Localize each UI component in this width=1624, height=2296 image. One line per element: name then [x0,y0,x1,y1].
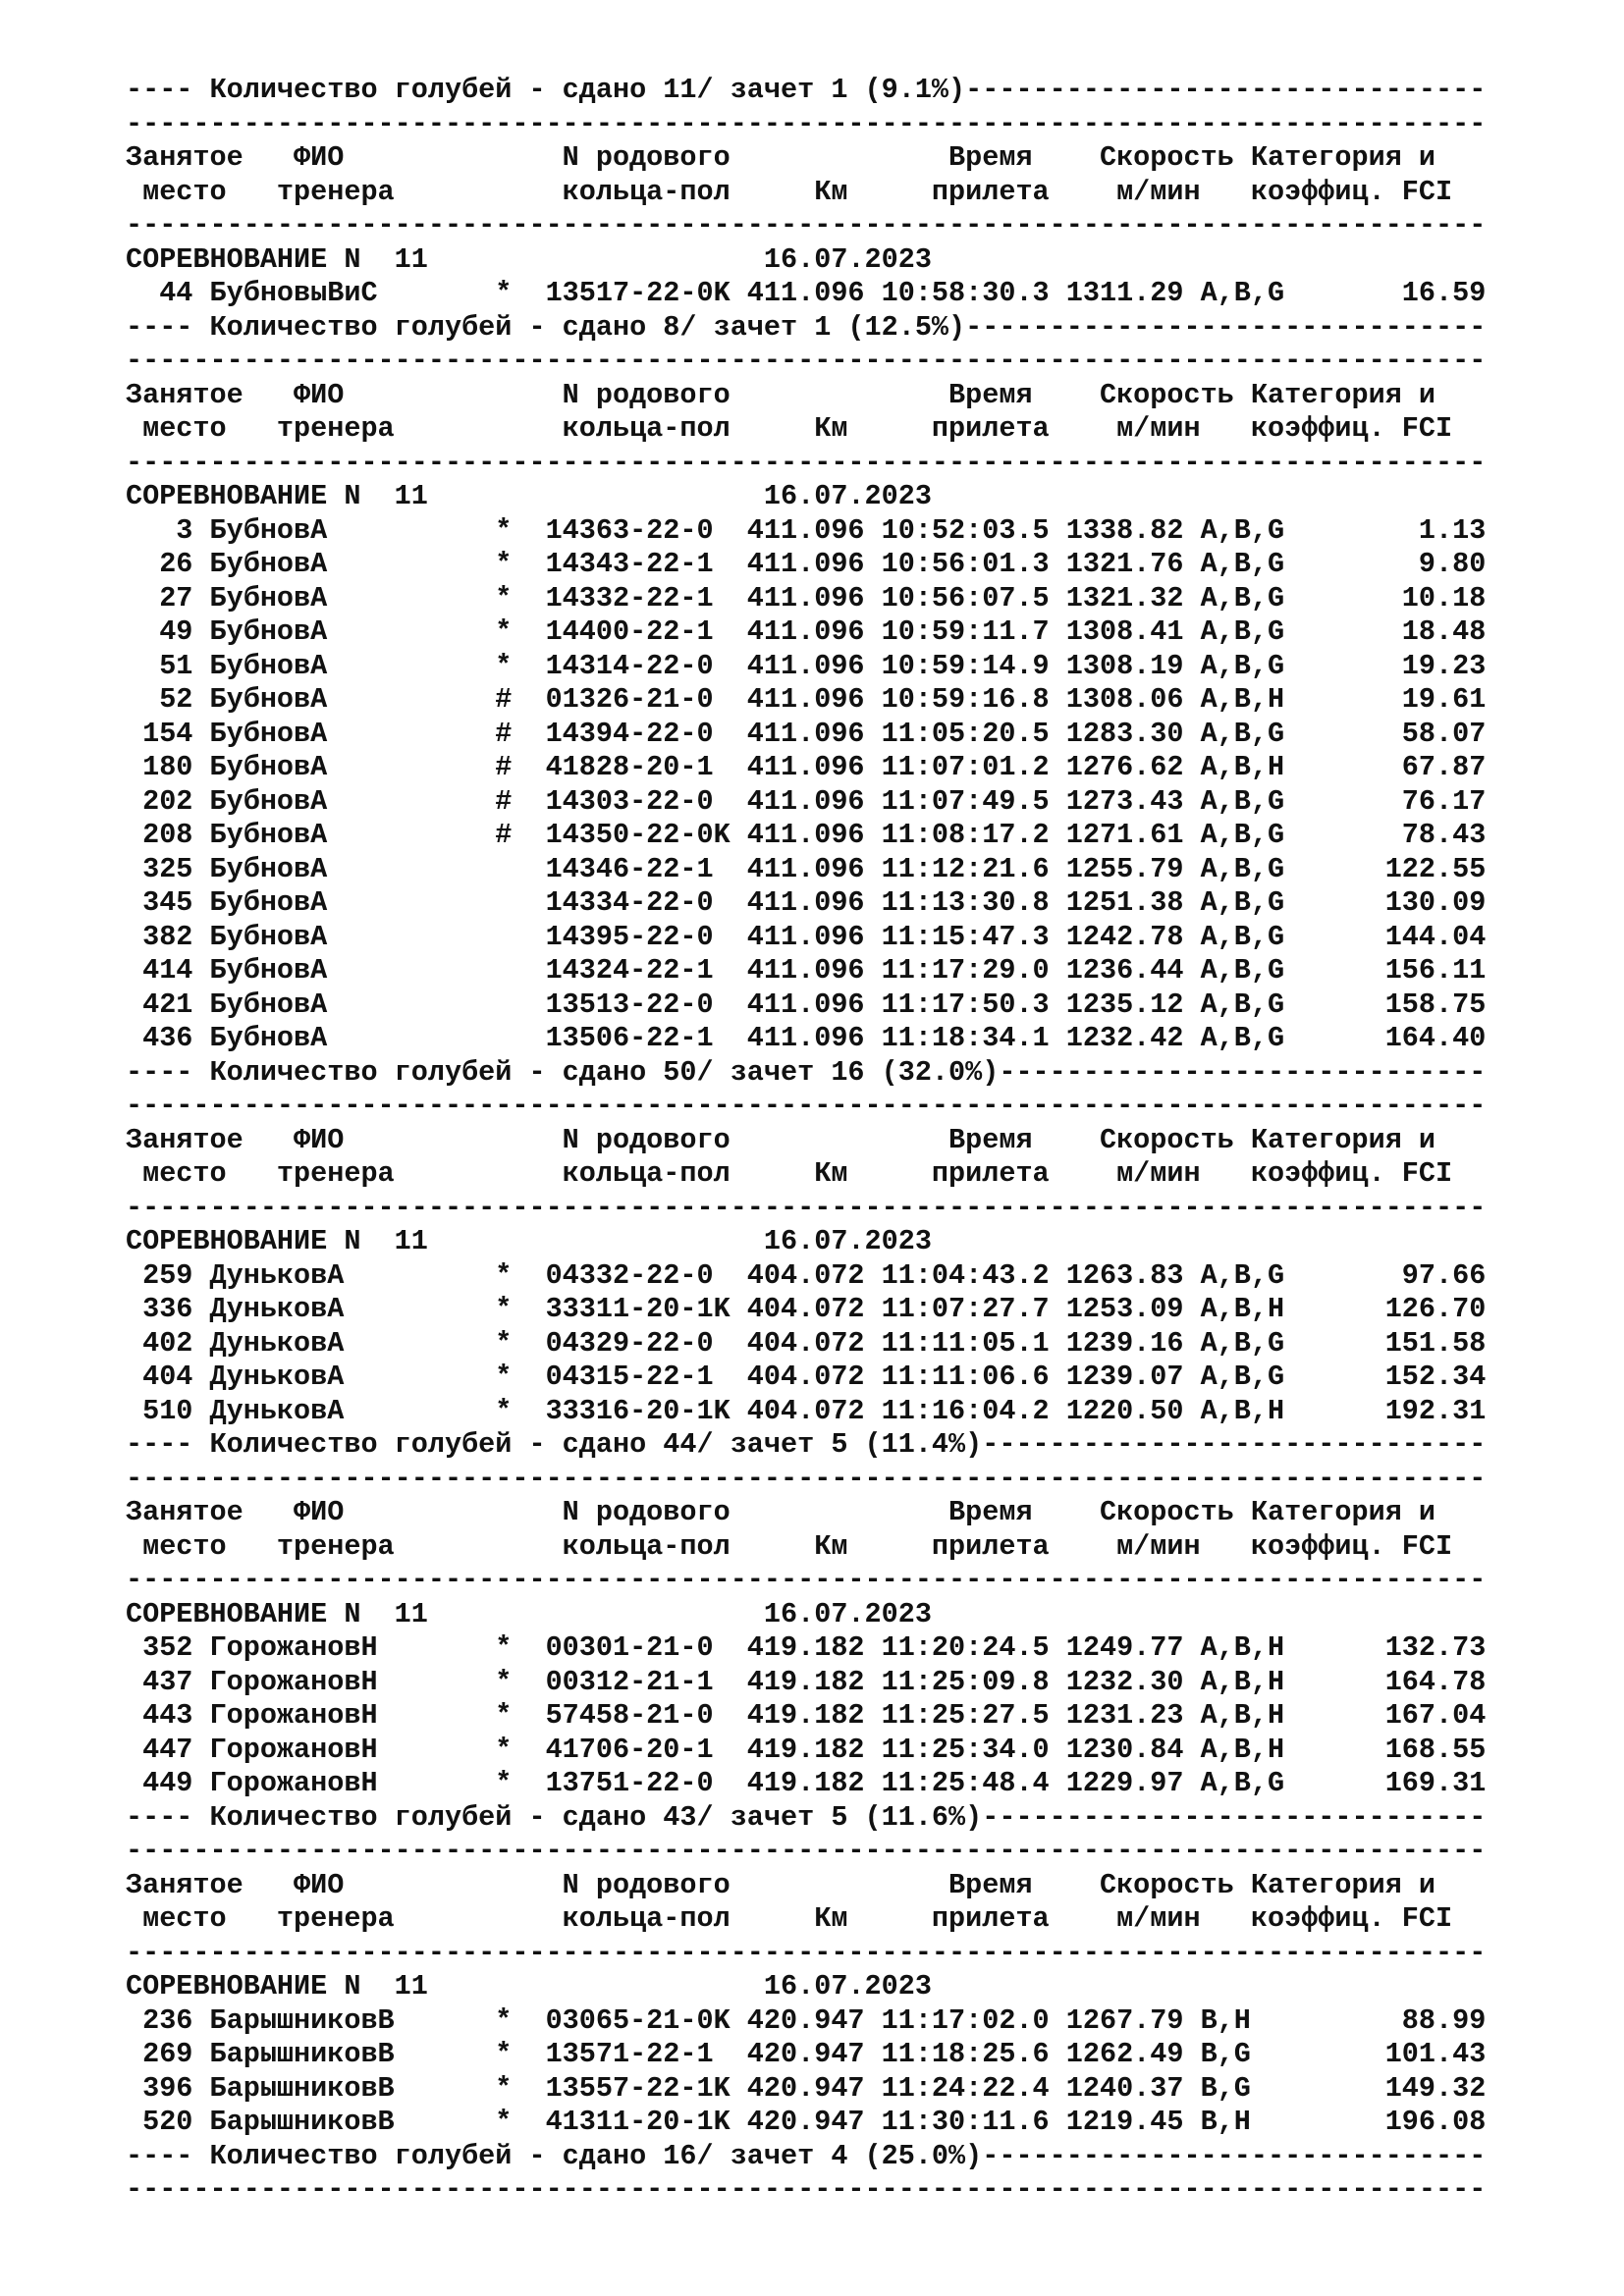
result-row: 449 ГорожановН * 13751-22-0 419.182 11:25:48.4 1229.97 A,B,G 169.31 [126,1767,1487,1799]
divider: --------------------------------------------------------------------------------- [126,1564,1487,1596]
result-row: 259 ДуньковА * 04332-22-0 404.072 11:04:43.2 1263.83 A,B,G 97.66 [126,1258,1487,1292]
result-row: 402 ДуньковА * 04329-22-0 404.072 11:11:05.1 1239.16 A,B,G 151.58 [126,1326,1487,1360]
result-row: 27 БубновА * 14332-22-1 411.096 10:56:07.5 1321.32 A,B,G 10.18 [126,581,1487,614]
result-row: 26 БубновА * 14343-22-1 411.096 10:56:01.3 1321.76 A,B,G 9.80 [126,548,1487,580]
column-header-line-1: Занятое ФИО N родового Время Скорость Категория и [126,1496,1436,1528]
result-row: 180 БубновА # 41828-20-1 411.096 11:07:01.2 1276.62 A,B,H 67.87 [126,751,1487,783]
column-header-line-2: место тренера кольца-пол Км прилета м/мин коэффиц. FCI [126,175,1453,208]
result-row: 437 ГорожановН * 00312-21-1 419.182 11:25:09.8 1232.30 A,B,H 164.78 [126,1665,1487,1698]
summary-line: ---- Количество голубей - сдано 11/ зачет 1 (9.1%)------------------------------- [126,74,1487,106]
divider: --------------------------------------------------------------------------------- [126,107,1487,140]
result-row: 44 БубновыВиС * 13517-22-0K 411.096 10:58:30.3 1311.29 A,B,G 16.59 [126,277,1487,309]
results-sheet [126,74,1486,2208]
result-row: 443 ГорожановН * 57458-21-0 419.182 11:25:27.5 1231.23 A,B,H 167.04 [126,1699,1487,1732]
result-row: 49 БубновА * 14400-22-1 411.096 10:59:11.7 1308.41 A,B,G 18.48 [126,615,1487,648]
result-row: 208 БубновА # 14350-22-0K 411.096 11:08:17.2 1271.61 A,B,G 78.43 [126,819,1487,851]
column-header-line-2: место тренера кольца-пол Км прилета м/мин коэффиц. FCI [126,1902,1453,1935]
summary-line: ---- Количество голубей - сдано 44/ зачет 5 (11.4%)------------------------------ [126,1428,1487,1461]
divider: --------------------------------------------------------------------------------- [126,1835,1487,1867]
competition-line: СОРЕВНОВАНИЕ N 11 16.07.2023 [126,242,932,276]
result-row: 269 БарышниковВ * 13571-22-1 420.947 11:18:25.6 1262.49 B,G 101.43 [126,2038,1487,2070]
divider: --------------------------------------------------------------------------------- [126,1462,1487,1495]
competition-line: СОРЕВНОВАНИЕ N 11 16.07.2023 [126,1970,932,2002]
summary-line: ---- Количество голубей - сдано 8/ зачет 1 (12.5%)------------------------------- [126,310,1487,344]
summary-line: ---- Количество голубей - сдано 16/ зачет 4 (25.0%)------------------------------ [126,2139,1487,2172]
result-row: 236 БарышниковВ * 03065-21-0K 420.947 11:17:02.0 1267.79 B,H 88.99 [126,2003,1487,2037]
result-row: 325 БубновА 14346-22-1 411.096 11:12:21.6 1255.79 A,B,G 122.55 [126,852,1487,885]
result-row: 352 ГорожановН * 00301-21-0 419.182 11:20:24.5 1249.77 A,B,H 132.73 [126,1631,1487,1664]
result-row: 421 БубновА 13513-22-0 411.096 11:17:50.3 1235.12 A,B,G 158.75 [126,988,1487,1021]
result-row: 336 ДуньковА * 33311-20-1K 404.072 11:07:27.7 1253.09 A,B,H 126.70 [126,1293,1487,1325]
result-row: 414 БубновА 14324-22-1 411.096 11:17:29.0 1236.44 A,B,G 156.11 [126,954,1487,987]
divider: --------------------------------------------------------------------------------- [126,1936,1487,1969]
result-row: 510 ДуньковА * 33316-20-1K 404.072 11:16:04.2 1220.50 A,B,H 192.31 [126,1394,1487,1427]
result-row: 396 БарышниковВ * 13557-22-1K 420.947 11:24:22.4 1240.37 B,G 149.32 [126,2071,1487,2105]
summary-line: ---- Количество голубей - сдано 43/ зачет 5 (11.6%)------------------------------ [126,1800,1487,1834]
column-header-line-2: место тренера кольца-пол Км прилета м/мин коэффиц. FCI [126,412,1453,445]
divider: --------------------------------------------------------------------------------- [126,209,1487,241]
competition-line: СОРЕВНОВАНИЕ N 11 16.07.2023 [126,480,932,512]
column-header-line-1: Занятое ФИО N родового Время Скорость Категория и [126,1868,1436,1901]
result-row: 404 ДуньковА * 04315-22-1 404.072 11:11:06.6 1239.07 A,B,G 152.34 [126,1361,1487,1393]
result-row: 202 БубновА # 14303-22-0 411.096 11:07:49.5 1273.43 A,B,G 76.17 [126,784,1487,818]
result-row: 52 БубновА # 01326-21-0 411.096 10:59:16.8 1308.06 A,B,H 19.61 [126,683,1487,716]
result-row: 51 БубновА * 14314-22-0 411.096 10:59:14.9 1308.19 A,B,G 19.23 [126,649,1487,682]
competition-line: СОРЕВНОВАНИЕ N 11 16.07.2023 [126,1597,932,1630]
column-header-line-1: Занятое ФИО N родового Время Скорость Категория и [126,378,1436,411]
divider: --------------------------------------------------------------------------------- [126,446,1487,479]
divider: --------------------------------------------------------------------------------- [126,1090,1487,1122]
column-header-line-2: место тренера кольца-пол Км прилета м/мин коэффиц. FCI [126,1529,1453,1563]
divider: --------------------------------------------------------------------------------- [126,1191,1487,1224]
result-row: 3 БубновА * 14363-22-0 411.096 10:52:03.5 1338.82 A,B,G 1.13 [126,513,1487,547]
result-row: 447 ГорожановН * 41706-20-1 419.182 11:25:34.0 1230.84 A,B,H 168.55 [126,1733,1487,1766]
result-row: 520 БарышниковВ * 41311-20-1K 420.947 11:30:11.6 1219.45 B,H 196.08 [126,2106,1487,2138]
column-header-line-1: Занятое ФИО N родового Время Скорость Категория и [126,1123,1436,1156]
competition-line: СОРЕВНОВАНИЕ N 11 16.07.2023 [126,1225,932,1257]
divider: --------------------------------------------------------------------------------- [126,345,1487,377]
divider: --------------------------------------------------------------------------------- [126,2173,1487,2206]
column-header-line-1: Занятое ФИО N родового Время Скорость Категория и [126,141,1436,174]
result-row: 382 БубновА 14395-22-0 411.096 11:15:47.3 1242.78 A,B,G 144.04 [126,920,1487,953]
column-header-line-2: место тренера кольца-пол Км прилета м/мин коэффиц. FCI [126,1157,1453,1190]
result-row: 154 БубновА # 14394-22-0 411.096 11:05:20.5 1283.30 A,B,G 58.07 [126,717,1487,750]
summary-line: ---- Количество голубей - сдано 50/ зачет 16 (32.0%)----------------------------- [126,1055,1487,1089]
result-row: 345 БубновА 14334-22-0 411.096 11:13:30.8 1251.38 A,B,G 130.09 [126,886,1487,919]
result-row: 436 БубновА 13506-22-1 411.096 11:18:34.1 1232.42 A,B,G 164.40 [126,1022,1487,1054]
